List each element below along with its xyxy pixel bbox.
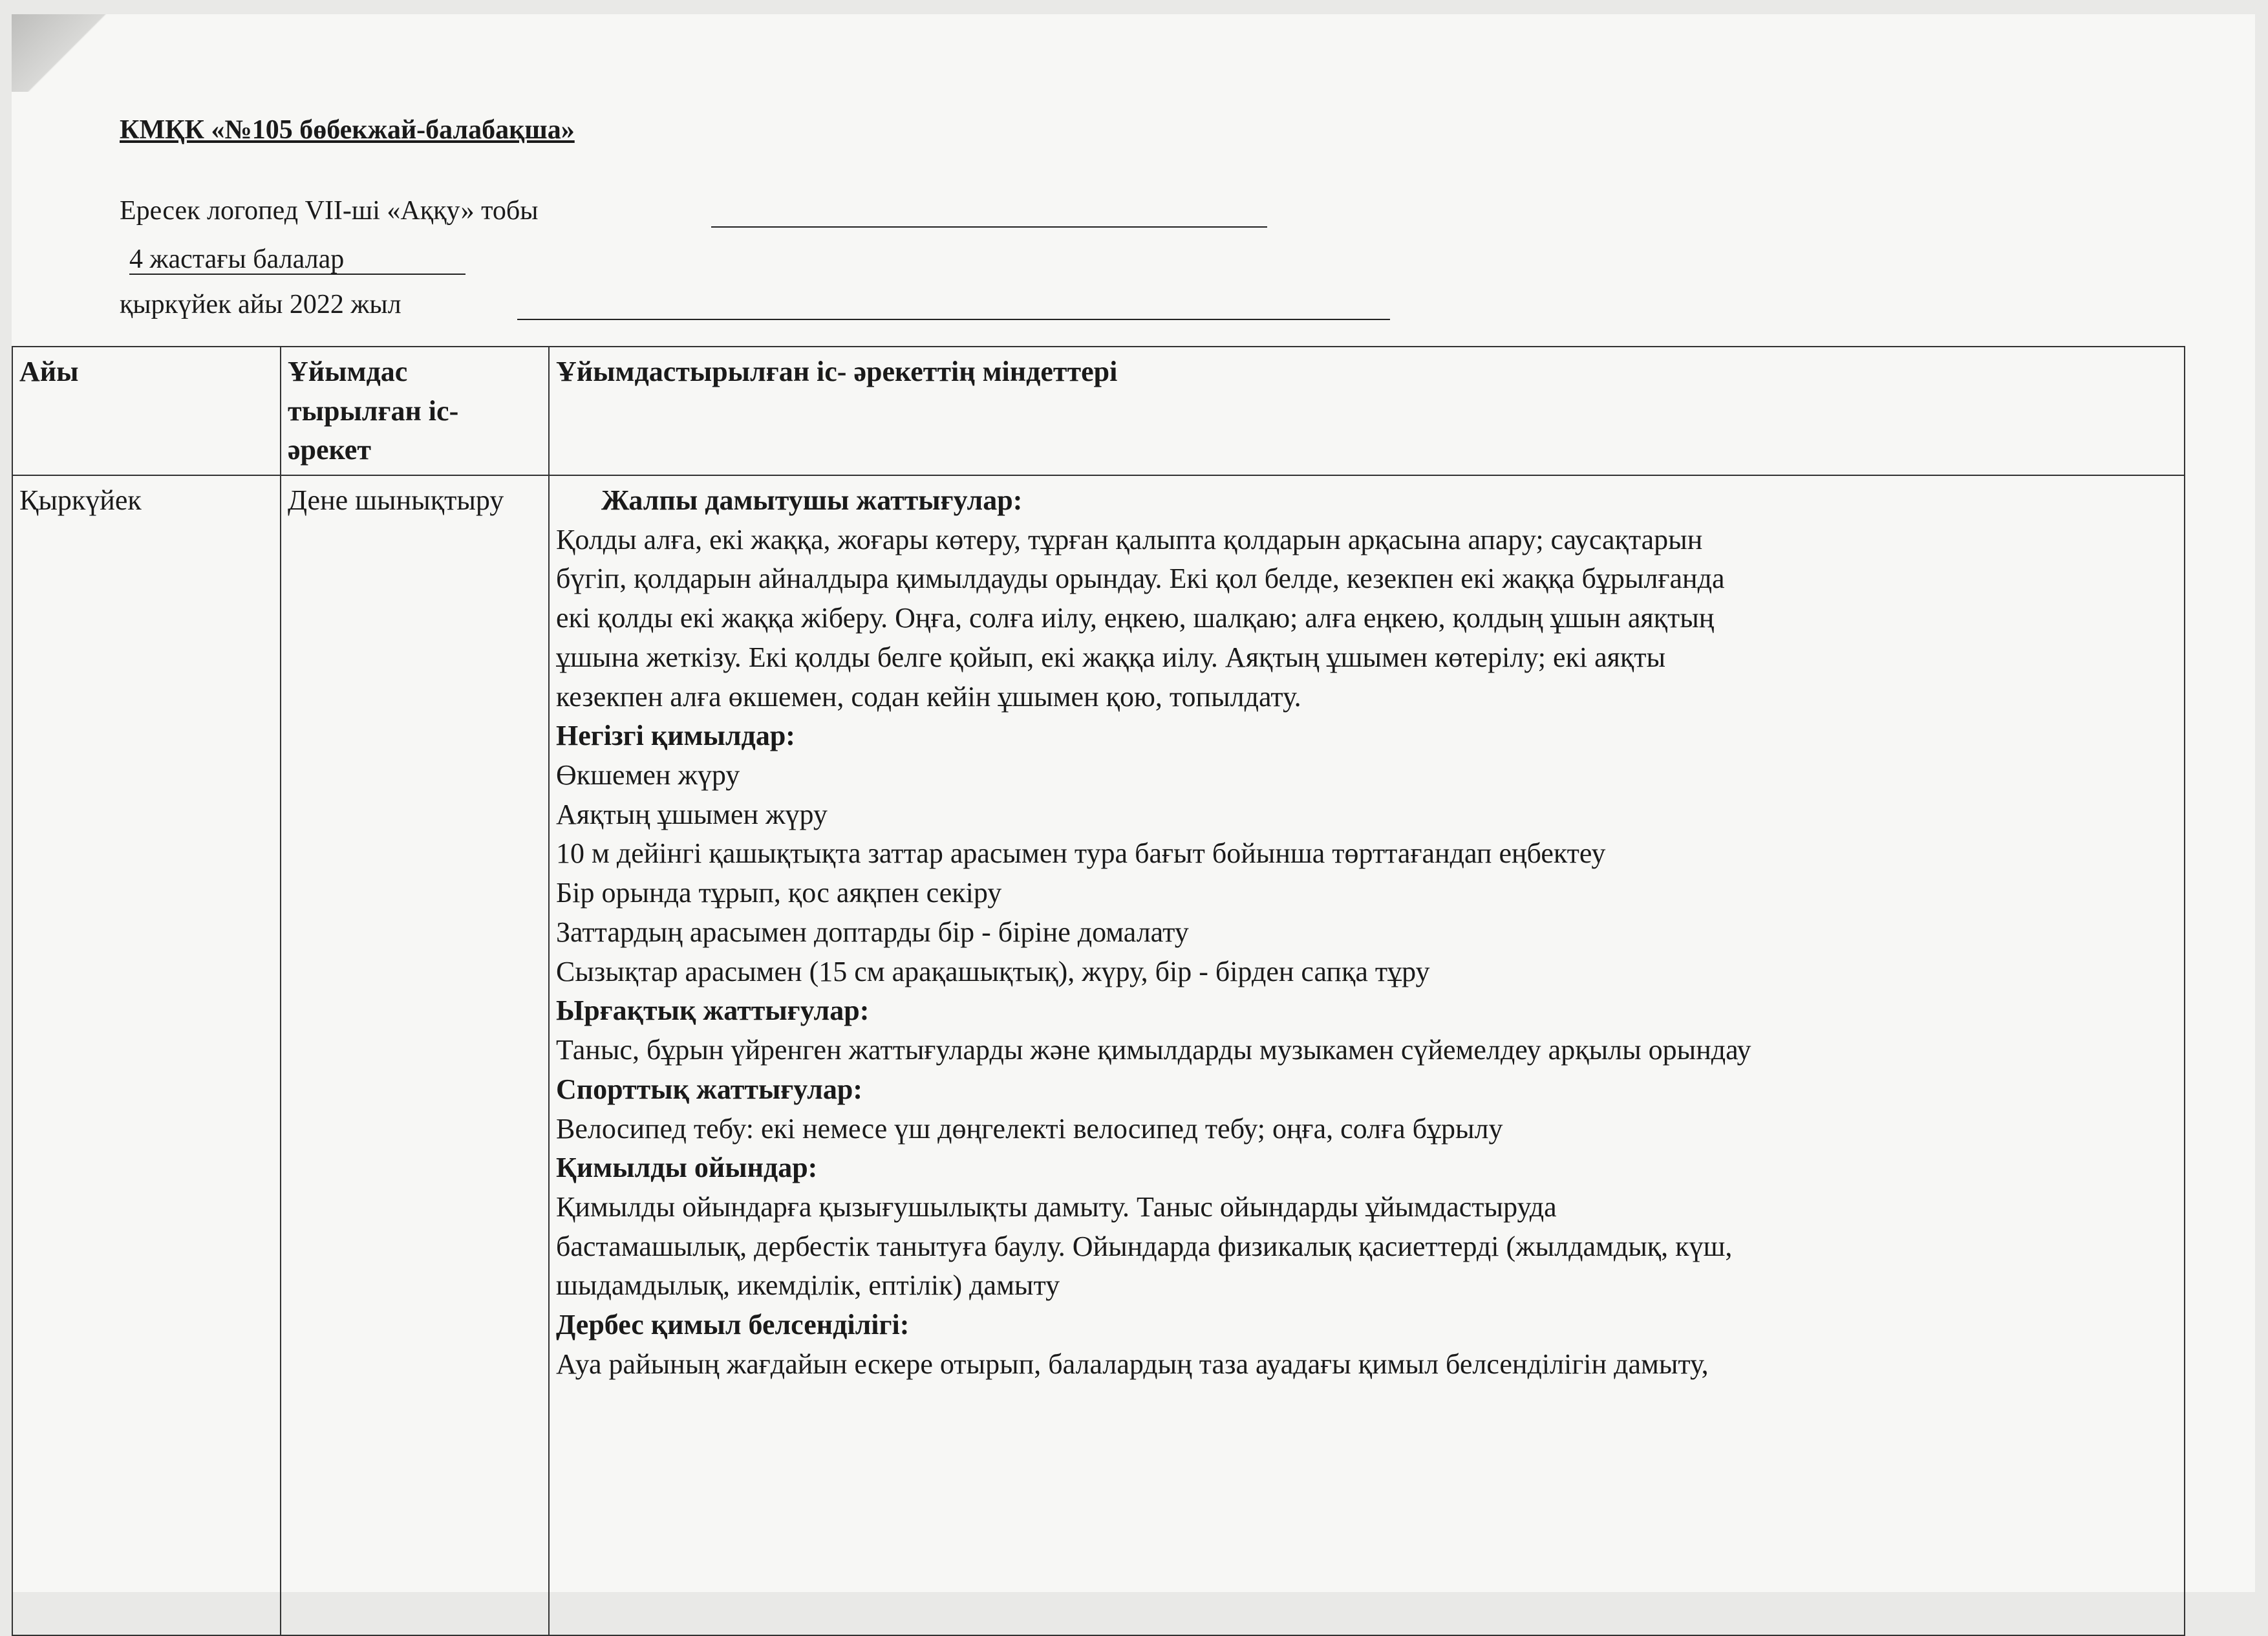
text-line: шыдамдылық, икемділік, ептілік) дамыту (556, 1269, 1060, 1302)
section-title-main: Негізгі қимылдар: (556, 720, 795, 752)
table-row (12, 475, 2185, 1635)
section-title-free: Дербес қимыл белсенділігі: (556, 1309, 910, 1341)
underline (129, 274, 465, 275)
organization-title: КМҚК «№105 бөбекжай-балабақша» (120, 115, 575, 145)
general-text (556, 521, 2177, 717)
plan-table (12, 346, 2185, 1636)
text-line: кезекпен алға өкшемен, содан кейін ұшымен қою, топылдату. (556, 680, 1301, 713)
group-line: Ересек логопед VII-ші «Аққу» тобы (120, 196, 539, 226)
list-item: Сызықтар арасымен (15 см арақашықтық), жүру, бір - бірден сапқа тұру (556, 955, 1430, 987)
list-item: Бір орында тұрып, қос аяқпен секіру (556, 877, 1002, 909)
month-line: қыркүйек айы 2022 жыл (120, 290, 401, 319)
section-title-rhythm: Ырғақтық жаттығулар: (556, 995, 870, 1027)
games-text (556, 1188, 2177, 1306)
list-item: Заттардың арасымен доптарды бір - біріне домалату (556, 916, 1189, 948)
age-line: 4 жастағы балалар (129, 244, 345, 274)
free-text: Ауа райының жағдайын ескере отырып, балалардың таза ауадағы қимыл белсенділігін дамыту, (556, 1348, 1709, 1380)
text-line: бастамашылық, дербестік танытуға баулу. Ойындарда физикалық қасиеттерді (жылдамдық, күш, (556, 1230, 1733, 1262)
list-item: Өкшемен жүру (556, 759, 740, 791)
text-line: екі қолды екі жаққа жіберу. Оңға, солға иілу, еңкею, шалқаю; алға еңкею, қолдың ұшын аяқтың (556, 602, 1715, 634)
folded-corner (12, 14, 141, 92)
rhythm-text: Таныс, бұрын үйренген жаттығуларды және қимылдарды музыкамен сүйемелдеу арқылы орындау (556, 1034, 1751, 1066)
list-item: 10 м дейінгі қашықтықта заттар арасымен тура бағыт бойынша төрттағандап еңбектеу (556, 837, 1606, 870)
text-line: Қолды алға, екі жаққа, жоғары көтеру, тұрған қалыпта қолдарын арқасына апару; саусақтарын (556, 523, 1703, 555)
table-header-row (12, 347, 2185, 475)
list-item: Аяқтың ұшымен жүру (556, 798, 828, 830)
text-line: Қимылды ойындарға қызығушылықты дамыту. Таныс ойындарды ұйымдастыруда (556, 1190, 1557, 1223)
section-title-general: Жалпы дамытушы жаттығулар: (601, 484, 1023, 516)
section-title-sport: Спорттық жаттығулар: (556, 1073, 862, 1105)
underline (711, 226, 1267, 228)
header-month: Айы (12, 347, 281, 475)
cell-month: Қыркүйек (12, 475, 281, 1635)
sport-text: Велосипед тебу: екі немесе үш дөңгелекті велосипед тебу; оңға, солға бұрылу (556, 1112, 1503, 1145)
text-line: бүгіп, қолдарын айналдыра қимылдауды орындау. Екі қол белде, кезекпен екі жаққа бұрылғанда (556, 563, 1725, 595)
underline (517, 319, 1390, 320)
section-title-games: Қимылды ойындар: (556, 1152, 818, 1184)
cell-tasks (549, 475, 2185, 1635)
header-tasks: Ұйымдастырылған іс- әрекеттің міндеттері (549, 347, 2185, 475)
cell-activity: Дене шынықтыру (281, 475, 549, 1635)
text-line: ұшына жеткізу. Екі қолды белге қойып, екі жаққа иілу. Аяқтың ұшымен көтерілу; екі аяқты (556, 641, 1666, 673)
header-activity: Ұйымдас тырылған іс-әрекет (281, 347, 549, 475)
main-movements-list (556, 756, 2177, 991)
